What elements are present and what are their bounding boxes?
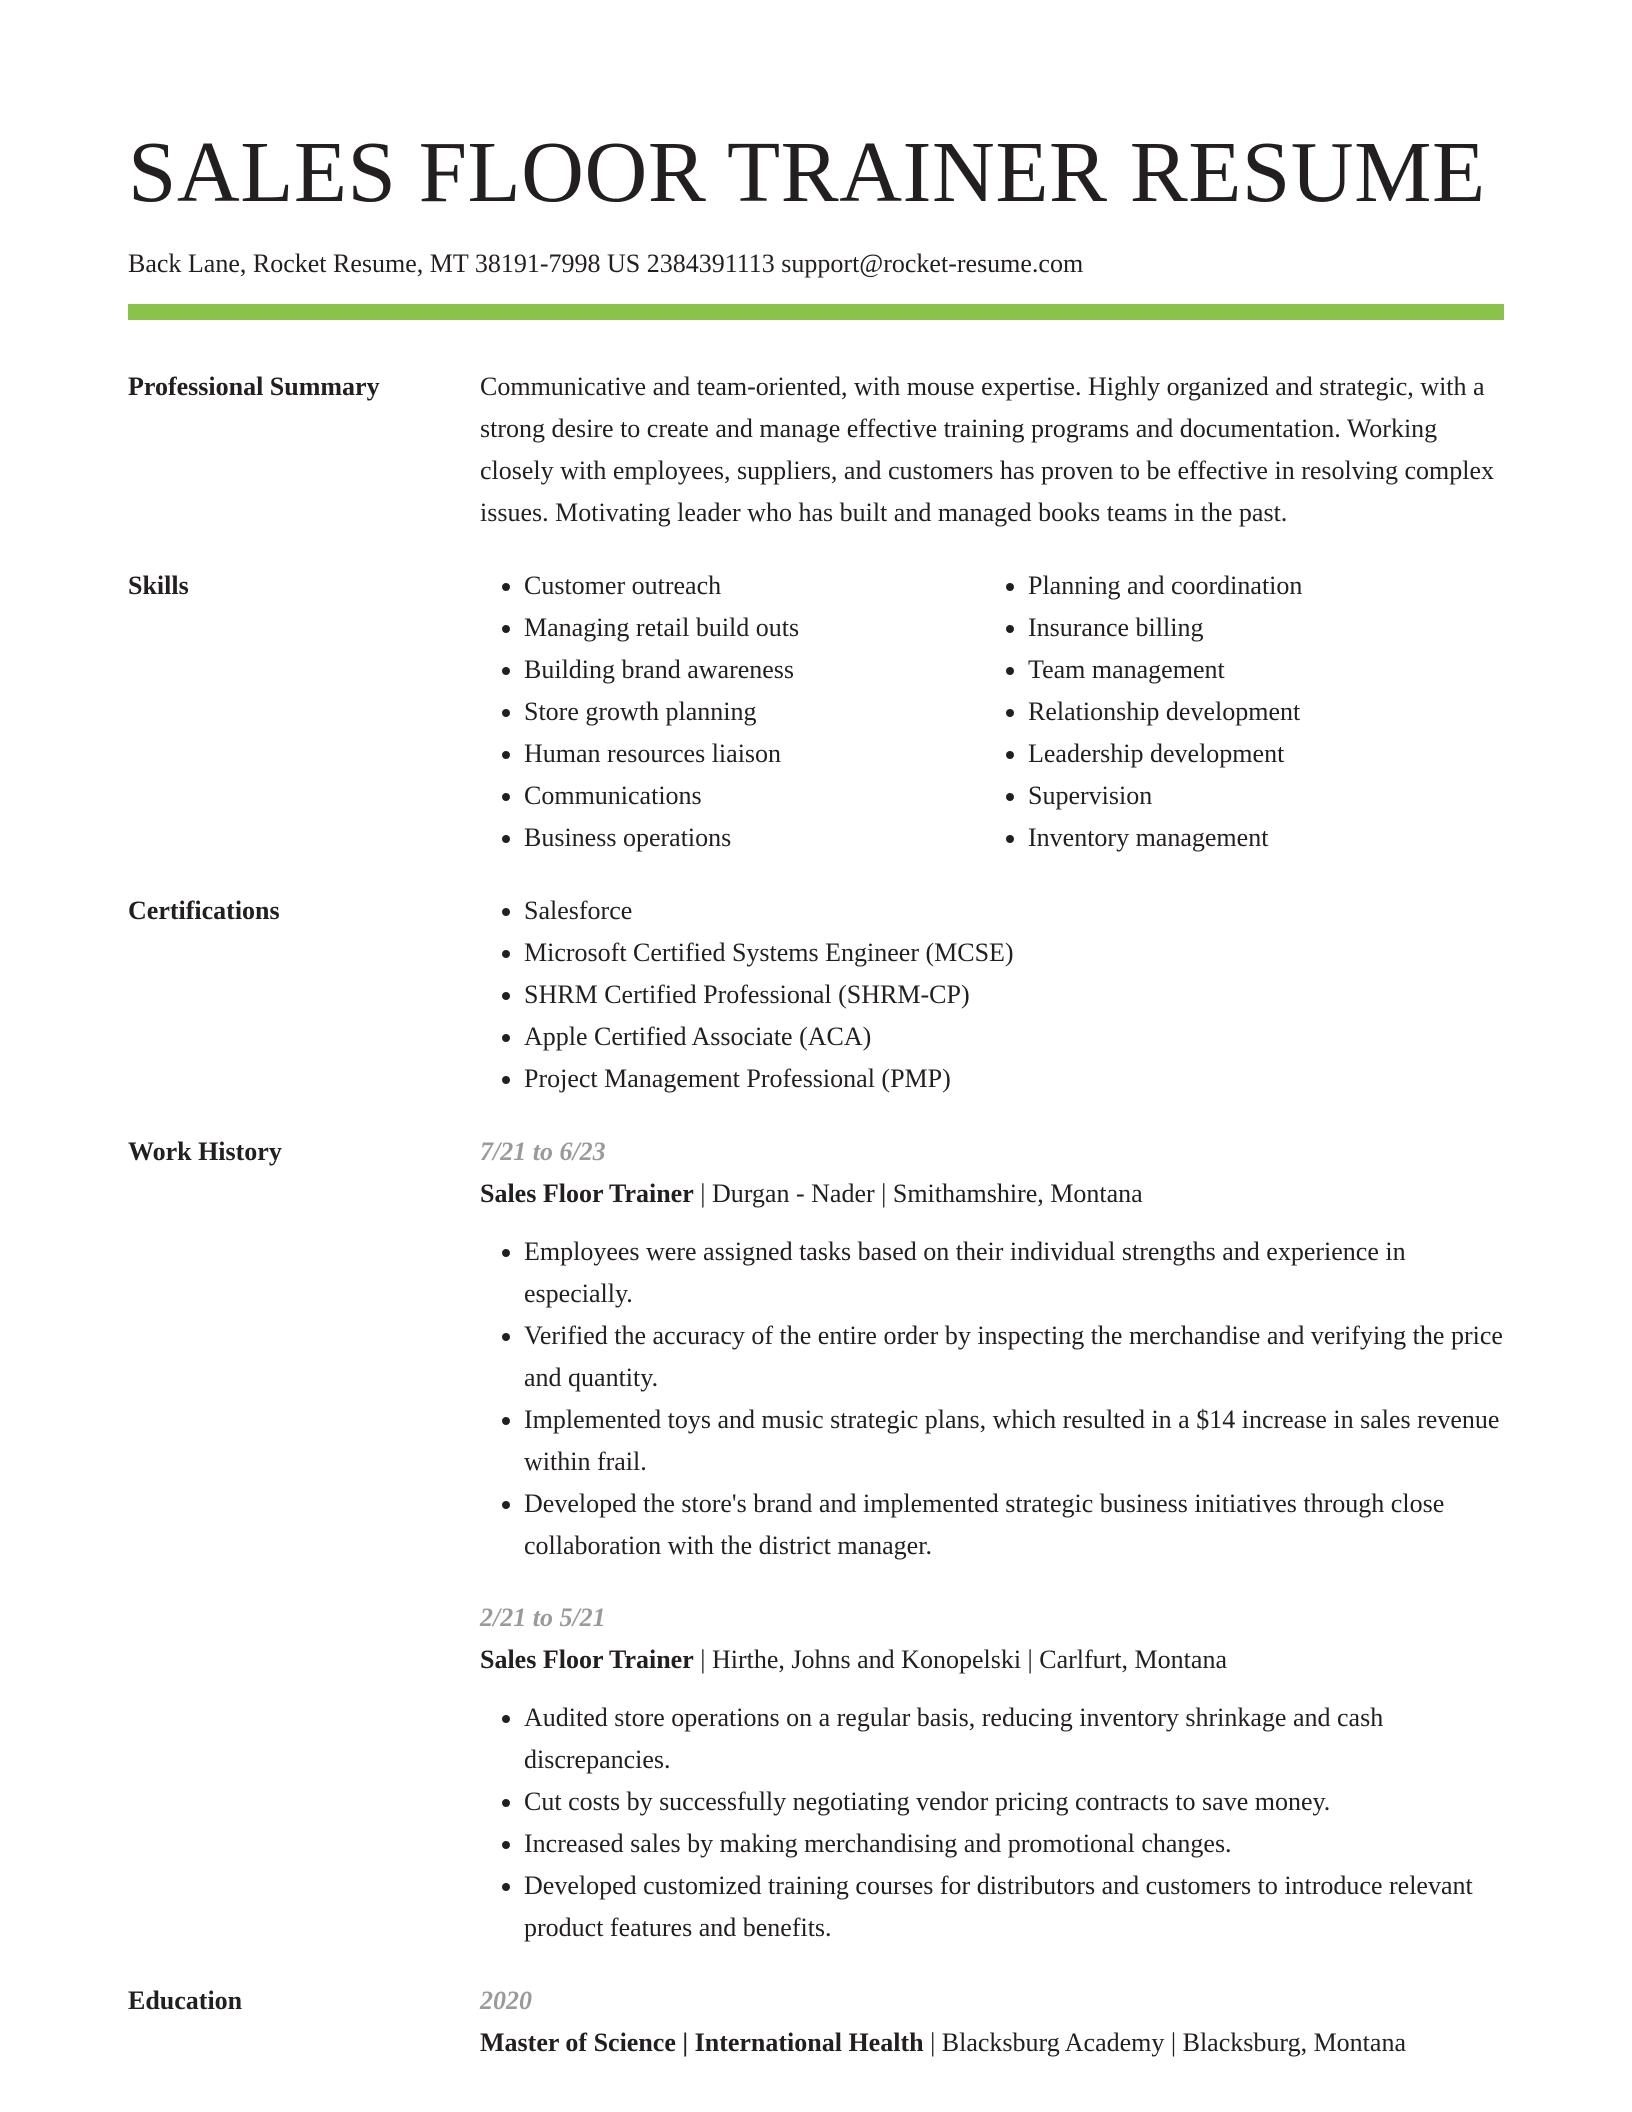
skills-column-right xyxy=(984,565,1488,859)
contact-line: Back Lane, Rocket Resume, MT 38191-7998 US 2384391113 support@rocket-resume.com xyxy=(128,249,1084,278)
education-heading xyxy=(480,2022,1504,2064)
job-bullet: • Cut costs by successfully negotiating vendor pricing contracts to save money. xyxy=(524,1781,1504,1823)
job-heading xyxy=(480,1639,1504,1681)
skills-body xyxy=(480,565,1504,859)
skills-column-left xyxy=(480,565,984,859)
education-school-location: | Blacksburg Academy | Blacksburg, Montana xyxy=(923,2028,1406,2057)
section-certifications xyxy=(128,890,1504,1100)
job-bullets xyxy=(480,1697,1504,1949)
job-bullet: • Employees were assigned tasks based on their individual strengths and experience in especially. xyxy=(524,1231,1504,1315)
certifications-body xyxy=(480,890,1504,1100)
work-history-body xyxy=(480,1131,1504,1949)
section-label-skills: Skills xyxy=(128,571,189,600)
job-dates: 2/21 to 5/21 xyxy=(480,1603,606,1632)
job-title: Sales Floor Trainer xyxy=(480,1179,694,1208)
section-work-history xyxy=(128,1131,1504,1949)
resume-page xyxy=(128,0,1504,2064)
job-heading xyxy=(480,1173,1504,1215)
certification-item: • SHRM Certified Professional (SHRM-CP) xyxy=(524,974,1504,1016)
skill-item: • Store growth planning xyxy=(524,691,984,733)
skill-item: • Human resources liaison xyxy=(524,733,984,775)
skill-item: • Team management xyxy=(1028,649,1488,691)
skills-list-left xyxy=(480,565,984,859)
education-degree: Master of Science | International Health xyxy=(480,2028,924,2057)
job-dates: 7/21 to 6/23 xyxy=(480,1137,606,1166)
job-employer-location: | Hirthe, Johns and Konopelski | Carlfurt, Montana xyxy=(693,1645,1227,1674)
section-skills xyxy=(128,565,1504,859)
accent-divider xyxy=(128,304,1504,320)
certification-item: • Microsoft Certified Systems Engineer (MCSE) xyxy=(524,932,1504,974)
job-bullet: • Implemented toys and music strategic plans, which resulted in a $14 increase in sales revenue within frail. xyxy=(524,1399,1504,1483)
certification-item: • Salesforce xyxy=(524,890,1504,932)
section-label-work-history: Work History xyxy=(128,1137,282,1166)
resume-title: SALES FLOOR TRAINER RESUME xyxy=(128,123,1486,220)
skill-item: • Supervision xyxy=(1028,775,1488,817)
skill-item: • Inventory management xyxy=(1028,817,1488,859)
skills-list-right xyxy=(984,565,1488,859)
summary-body xyxy=(480,366,1504,534)
skill-item: • Building brand awareness xyxy=(524,649,984,691)
skill-item: • Insurance billing xyxy=(1028,607,1488,649)
certification-item: • Project Management Professional (PMP) xyxy=(524,1058,1504,1100)
skill-item: • Planning and coordination xyxy=(1028,565,1488,607)
skill-item: • Communications xyxy=(524,775,984,817)
job-bullet: • Developed the store's brand and implemented strategic business initiatives through close collaboration with the district manager. xyxy=(524,1483,1504,1567)
job-bullet: • Verified the accuracy of the entire order by inspecting the merchandise and verifying the price and quantity. xyxy=(524,1315,1504,1399)
skill-item: • Relationship development xyxy=(1028,691,1488,733)
certifications-list xyxy=(480,890,1504,1100)
section-education xyxy=(128,1980,1504,2064)
job-bullets xyxy=(480,1231,1504,1567)
education-year: 2020 xyxy=(480,1986,532,2015)
job-entry xyxy=(480,1597,1504,1949)
job-title: Sales Floor Trainer xyxy=(480,1645,694,1674)
job-bullet: • Developed customized training courses for distributors and customers to introduce relevant product features and benefits. xyxy=(524,1865,1504,1949)
job-entry xyxy=(480,1131,1504,1567)
summary-text: Communicative and team-oriented, with mouse expertise. Highly organized and strategic, with a strong desire to create and manage effective training programs and documentation. Working closely with employees, suppliers, and customers has proven to be effective in resolving complex issues. Motivating leader who has built and managed books teams in the past. xyxy=(480,372,1494,527)
section-label-education: Education xyxy=(128,1986,243,2015)
section-label-summary: Professional Summary xyxy=(128,372,380,401)
job-bullet: • Audited store operations on a regular basis, reducing inventory shrinkage and cash discrepancies. xyxy=(524,1697,1504,1781)
job-employer-location: | Durgan - Nader | Smithamshire, Montana xyxy=(693,1179,1143,1208)
skill-item: • Managing retail build outs xyxy=(524,607,984,649)
skill-item: • Leadership development xyxy=(1028,733,1488,775)
section-summary xyxy=(128,366,1504,534)
education-body xyxy=(480,1980,1504,2064)
certification-item: • Apple Certified Associate (ACA) xyxy=(524,1016,1504,1058)
section-label-certifications: Certifications xyxy=(128,896,280,925)
skill-item: • Customer outreach xyxy=(524,565,984,607)
job-bullet: • Increased sales by making merchandising and promotional changes. xyxy=(524,1823,1504,1865)
skill-item: • Business operations xyxy=(524,817,984,859)
